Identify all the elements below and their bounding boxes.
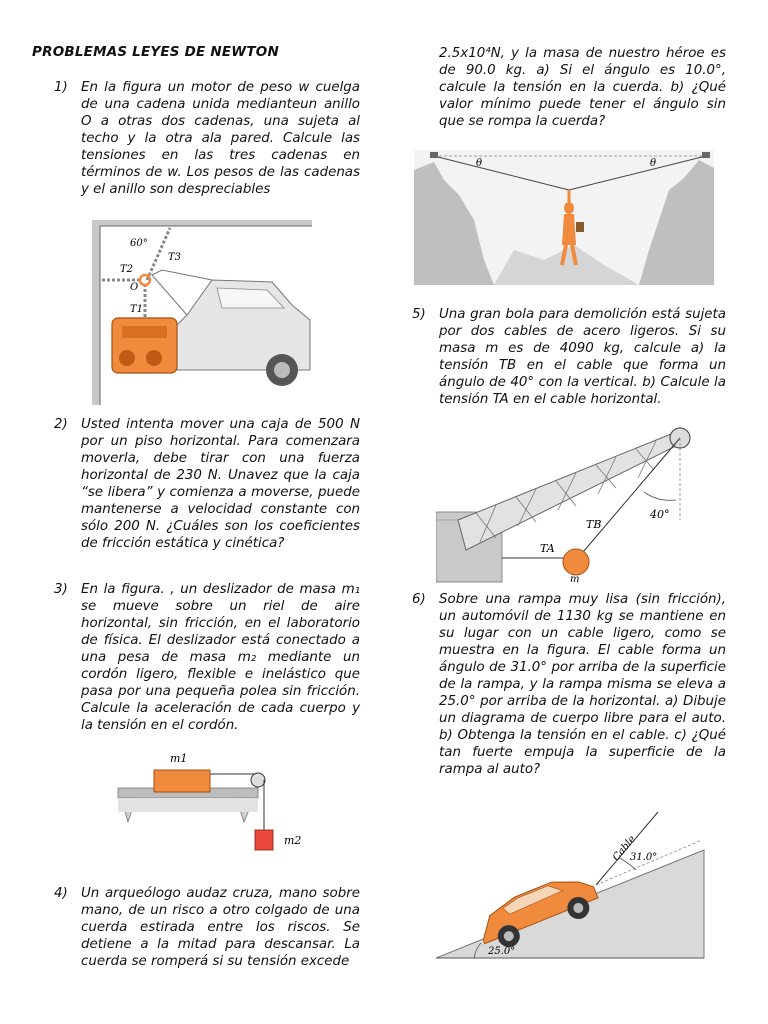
problem-3 xyxy=(54,581,360,734)
glider-figure xyxy=(116,752,316,857)
problem-text: Usted intenta mover una caja de 500 N por un piso horizontal. Para comenzara moverla, debe tirar con una fuerza horizontal de 230 N. Unavez que la caja “se libera” y comienza a moverse, puede mantenerse a velocidad constante con sólo 200 N. ¿Cuáles son los coeficientes de fricción estática y cinética? xyxy=(81,417,360,551)
problem-text: 2.5x10⁴N, y la masa de nuestro héroe es de 90.0 kg. a) Si el ángulo es 10.0°, calcule la tensión en la cuerda. b) ¿Qué valor mínimo puede tener el ángulo sin que se rompa la cuerda? xyxy=(439,46,726,129)
problem-number: 4) xyxy=(54,886,68,901)
problem-number: 3) xyxy=(54,582,68,597)
problem-text: En la figura un motor de peso w cuelga de una cadena unida medianteun anillo O a otras dos cadenas, una sujeta al techo y la otra ala pared. Calcule las tensiones en las tres cadenas en términos de w. Los pesos de las cadenas y el anillo son despreciables xyxy=(81,80,360,197)
angle-60-label: 60° xyxy=(130,238,148,249)
tb-label: TB xyxy=(586,518,602,531)
engine-figure xyxy=(92,220,312,405)
t1-label: T1 xyxy=(130,304,144,315)
mass-label: m xyxy=(570,574,580,585)
theta-right-label: θ xyxy=(650,158,657,169)
ramp-figure xyxy=(436,810,706,960)
problem-2 xyxy=(54,416,360,552)
problem-text: Un arqueólogo audaz cruza, mano sobre mano, de un risco a otro colgado de una cuerda estirada entre los riscos. Se detiene a la mitad para descansar. La cuerda se romperá si su tensión excede xyxy=(81,886,360,969)
t3-label: T3 xyxy=(168,252,182,263)
cable-label: Cable xyxy=(610,833,639,864)
problem-text: Sobre una rampa muy lisa (sin fricción), un automóvil de 1130 kg se mantiene en su lugar con un cable ligero, como se muestra en la figura. El cable forma un ángulo de 31.0° por arriba de la superficie de la rampa, y la rampa misma se eleva a 25.0° por arriba de la horizontal. a) Dibuje un diagrama de cuerpo libre para el auto. b) Obtenga la tensión en el cable. c) ¿Qué tan fuerte empuja la superficie de la rampa al auto? xyxy=(439,592,726,777)
ta-label: TA xyxy=(540,542,555,555)
problem-text: Una gran bola para demolición está sujeta por dos cables de acero ligeros. Si su masa m es de 4090 kg, calcule a) la tensión TB en el cable que forma un ángulo de 40° con la vertical. b) Calcule la tensión TA en el cable horizontal. xyxy=(439,307,726,407)
problem-4 xyxy=(54,885,360,970)
m1-label: m1 xyxy=(170,752,188,765)
crane-figure xyxy=(436,420,706,585)
problem-1 xyxy=(54,79,360,198)
climber-figure xyxy=(414,150,714,285)
ring-o-label: O xyxy=(130,282,139,293)
problem-4-continued xyxy=(412,45,726,130)
problem-text: En la figura. , un deslizador de masa m₁ se mueve sobre un riel de aire horizontal, sin fricción, en el laboratorio de física. El deslizador está conectado a una pesa de masa m₂ mediante un cordón ligero, flexible e inelástico que pasa por una pequeña polea sin fricción. Calcule la aceleración de cada cuerpo y la tensión en el cordón. xyxy=(81,582,360,733)
problem-6 xyxy=(412,591,726,778)
cable-angle-label: 31.0° xyxy=(630,852,658,863)
t2-label: T2 xyxy=(120,264,134,275)
page-title: PROBLEMAS LEYES DE NEWTON xyxy=(32,44,279,60)
problem-number: 5) xyxy=(412,307,426,322)
theta-left-label: θ xyxy=(476,158,483,169)
angle-40-label: 40° xyxy=(650,508,670,521)
ramp-angle-label: 25.0° xyxy=(488,946,516,957)
problem-number: 1) xyxy=(54,80,68,95)
m2-label: m2 xyxy=(284,834,302,847)
problem-5 xyxy=(412,306,726,408)
problem-number: 6) xyxy=(412,592,426,607)
problem-number: 2) xyxy=(54,417,68,432)
